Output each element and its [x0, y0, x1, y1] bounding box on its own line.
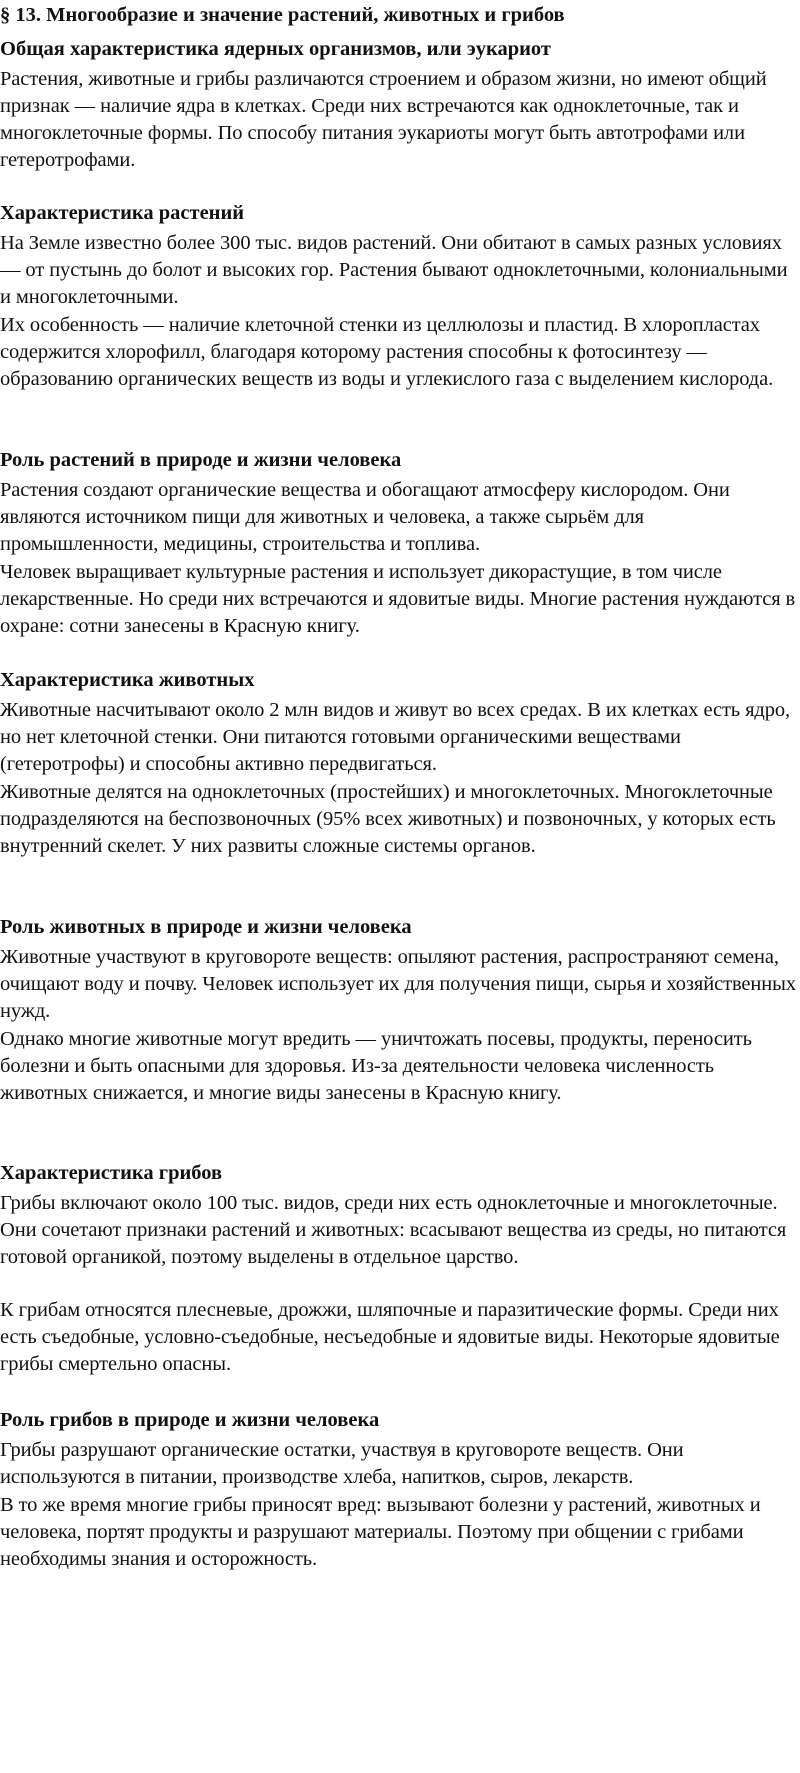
- section-heading-animals-role: Роль животных в природе и жизни человека: [0, 916, 412, 938]
- paragraph-fungi-1: Грибы включают около 100 тыс. видов, среди них есть одноклеточные и многоклеточные. Они сочетают признаки растений и животных: всасывают вещества из среды, но питаются готовой органикой, поэтому выделены в отдельное царство.: [0, 1192, 787, 1268]
- section-heading-fungi-role: Роль грибов в природе и жизни человека: [0, 1409, 380, 1431]
- section-heading-fungi: Характеристика грибов: [0, 1162, 223, 1184]
- paragraph-fungi-role-1: Грибы разрушают органические остатки, участвуя в круговороте веществ. Они используются в питании, производстве хлеба, напитков, сыров, лекарств.: [0, 1439, 684, 1488]
- paragraph-animals-2: Животные делятся на одноклеточных (простейших) и многоклеточных. Многоклеточные подразделяются на беспозвоночных (95% всех животных) и позвоночных, у которых есть внутренний скелет. У них развиты сложные системы органов.: [0, 781, 776, 857]
- section-heading-eukaryotes: Общая характеристика ядерных организмов, или эукариот: [0, 38, 551, 60]
- paragraph-animals-role-2: Однако многие животные могут вредить — уничтожать посевы, продукты, переносить болезни и быть опасными для здоровья. Из-за деятельности человека численность животных снижается, и многие виды занесены в Красную книгу.: [0, 1028, 752, 1104]
- paragraph-fungi-role-2: В то же время многие грибы приносят вред: вызывают болезни у растений, животных и человека, портят продукты и разрушают материалы. Поэтому при общении с грибами необходимы знания и осторожность.: [0, 1494, 761, 1570]
- section-heading-plants-role: Роль растений в природе и жизни человека: [0, 449, 402, 471]
- section-heading-plants: Характеристика растений: [0, 202, 245, 224]
- page-title: § 13. Многообразие и значение растений, животных и грибов: [0, 4, 565, 26]
- paragraph-eukaryotes-1: Растения, животные и грибы различаются строением и образом жизни, но имеют общий признак — наличие ядра в клетках. Среди них встречаются как одноклеточные, так и многоклеточные формы. По способу питания эукариоты могут быть автотрофами или гетеротрофами.: [0, 68, 767, 171]
- paragraph-animals-1: Животные насчитывают около 2 млн видов и живут во всех средах. В их клетках есть ядро, но нет клеточной стенки. Они питаются готовыми органическими веществами (гетеротрофы) и способны активно передвигаться.: [0, 699, 791, 775]
- paragraph-animals-role-1: Животные участвуют в круговороте веществ: опыляют растения, распространяют семена, очищают воду и почву. Человек использует их для получения пищи, сырья и хозяйственных нужд.: [0, 946, 796, 1022]
- section-heading-animals: Характеристика животных: [0, 669, 255, 691]
- paragraph-plants-2: Их особенность — наличие клеточной стенки из целлюлозы и пластид. В хлоропластах содержится хлорофилл, благодаря которому растения способны к фотосинтезу — образованию органических веществ из воды и углекислого газа с выделением кислорода.: [0, 314, 774, 390]
- paragraph-fungi-2: К грибам относятся плесневые, дрожжи, шляпочные и паразитические формы. Среди них есть съедобные, условно-съедобные, несъедобные и ядовитые виды. Некоторые ядовитые грибы смертельно опасны.: [0, 1299, 780, 1375]
- paragraph-plants-role-2: Человек выращивает культурные растения и использует дикорастущие, в том числе лекарственные. Но среди них встречаются и ядовитые виды. Многие растения нуждаются в охране: сотни занесены в Красную книгу.: [0, 561, 796, 637]
- paragraph-plants-role-1: Растения создают органические вещества и обогащают атмосферу кислородом. Они являются источником пищи для животных и человека, а также сырьём для промышленности, медицины, строительства и топлива.: [0, 479, 730, 555]
- paragraph-plants-1: На Земле известно более 300 тыс. видов растений. Они обитают в самых разных условиях — от пустынь до болот и высоких гор. Растения бывают одноклеточными, колониальными и многоклеточными.: [0, 232, 788, 308]
